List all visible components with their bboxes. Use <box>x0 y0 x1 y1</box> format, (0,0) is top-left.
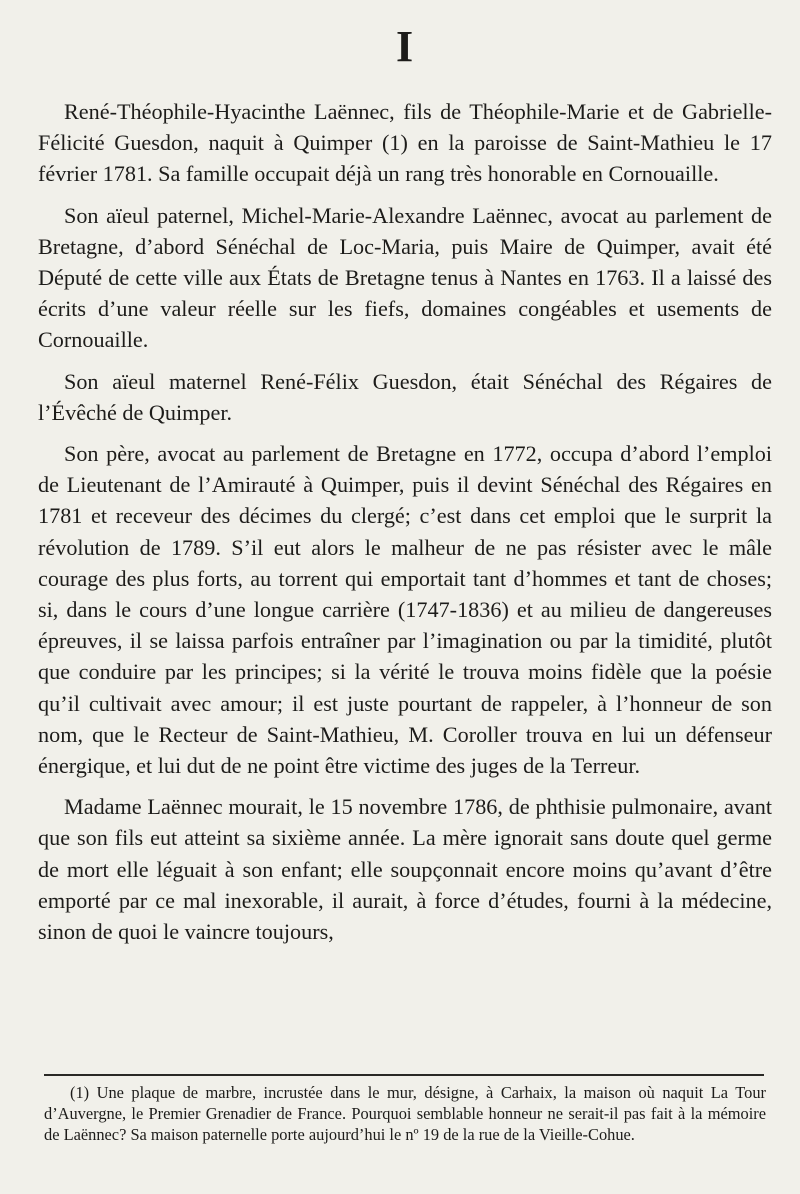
paragraph-mother: Madame Laënnec mourait, le 15 novembre 1786, de phthisie pulmonaire, avant que son fils eut atteint sa sixième année. La mère ignorait sans doute quel germe de mort elle léguait à son enfant; elle soupçonnait encore moins qu’avant d’être emporté par ce mal inexorable, il aurait, à force d’études, fourni à la médecine, sinon de quoi le vaincre toujours, <box>38 794 772 945</box>
paragraph-birth: René-Théophile-Hyacinthe Laënnec, fils de Théophile-Marie et de Gabrielle-Félicité Guesdon, naquit à Quimper (1) en la paroisse de Saint-Mathieu le 17 février 1781. Sa famille occupait déjà un rang très honorable en Cornouaille. <box>38 99 772 187</box>
chapter-number: I <box>395 22 415 71</box>
paragraph-paternal-grandfather: Son aïeul paternel, Michel-Marie-Alexandre Laënnec, avocat au parlement de Bretagne, d’abord Sénéchal de Loc-Maria, puis Maire de Quimper, avait été Député de cette ville aux États de Bretagne tenus à Nantes en 1763. Il a laissé des écrits d’une valeur réelle sur les fiefs, domaines congéables et usements de Cornouaille. <box>38 202 772 353</box>
footnote-divider <box>44 1074 764 1076</box>
paragraph-father: Son père, avocat au parlement de Bretagne en 1772, occupa d’abord l’emploi de Lieutenant de l’Amirauté à Quimper, puis il devint Sénéchal des Régaires en 1781 et receveur des décimes du clergé; c’est dans cet emploi que le surprit la révolution de 1789. S’il eut alors le malheur de ne pas résister avec le mâle courage des plus forts, au torrent qui emportait tant d’hommes et tant de choses; si, dans le cours d’une longue carrière (1747-1836) et au milieu de dangereuses épreuves, il se laissa parfois entraîner par l’imagination ou par la timidité, plutôt que conduire par les principes; si la vérité le trouva moins fidèle que la poésie qu’il cultivait avec amour; il est juste pourtant de rappeler, à l’honneur de son nom, que le Recteur de Saint-Mathieu, M. Coroller trouva en lui un défenseur énergique, et lui dut de ne point être victime des juges de la Terreur. <box>38 441 772 779</box>
body-text <box>38 96 772 947</box>
footnote: (1) Une plaque de marbre, incrustée dans le mur, désigne, à Carhaix, la maison où naquit La Tour d’Auvergne, le Premier Grenadier de France. Pourquoi semblable honneur ne serait-il pas fait à la mémoire de Laënnec? Sa maison paternelle porte aujourd’hui le nº 19 de la rue de la Vieille-Cohue. <box>44 1083 766 1144</box>
paragraph-maternal-grandfather: Son aïeul maternel René-Félix Guesdon, était Sénéchal des Régaires de l’Évêché de Quimper. <box>38 368 772 425</box>
